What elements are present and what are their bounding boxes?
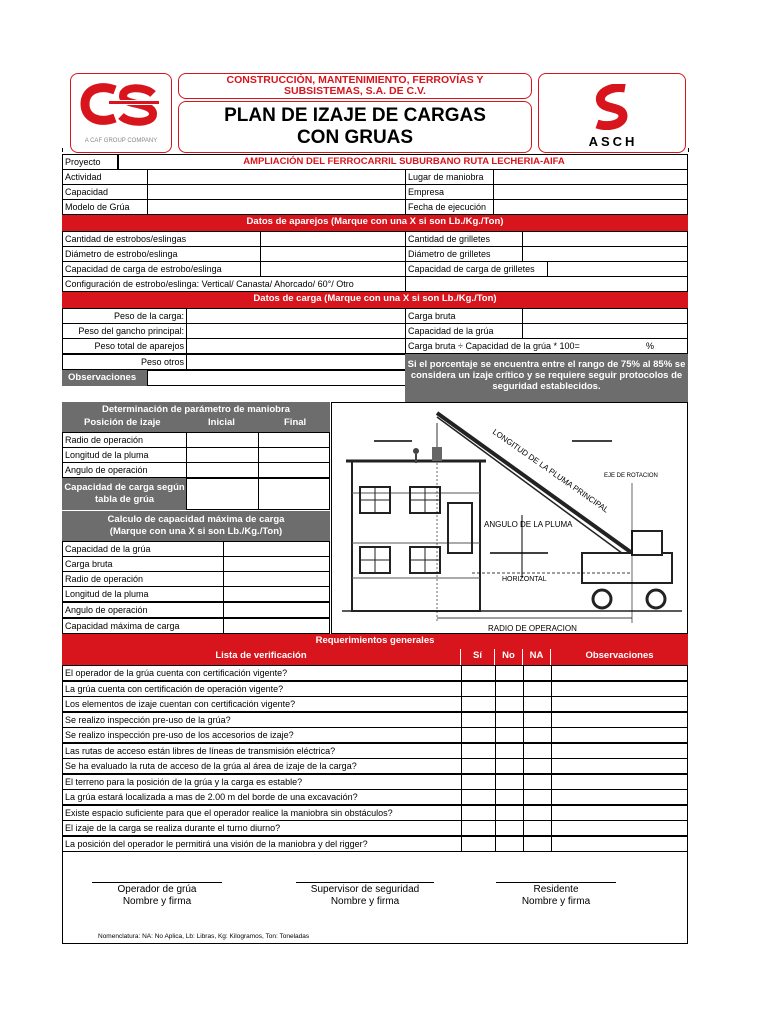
sig-operador-field[interactable] xyxy=(92,858,222,882)
checklist-si-box[interactable] xyxy=(461,774,496,790)
col-no-header: No xyxy=(495,649,523,665)
calculo-title-line1: Calculo de capacidad máxima de carga xyxy=(107,514,285,525)
sig-supervisor-field[interactable] xyxy=(296,858,434,882)
peso-aparejos-label: Peso total de aparejos xyxy=(62,338,187,354)
left-logo-box xyxy=(70,73,172,153)
left-logo-caption: A CAF GROUP COMPANY xyxy=(84,138,158,144)
checklist-obs-field[interactable] xyxy=(551,727,688,743)
sig-operador-title: Operador de grúa xyxy=(117,884,197,895)
checklist-item-label: Las rutas de acceso están libres de líneas de transmisión eléctrica? xyxy=(62,743,462,759)
capacidad-grua-field[interactable] xyxy=(522,323,688,339)
calc-row-label: Carga bruta xyxy=(62,556,224,572)
cap-tabla-line2: tabla de grúa xyxy=(94,494,155,505)
cap-tabla-final-field[interactable] xyxy=(258,478,330,510)
aparejos-bar: Datos de aparejos (Marque con una X si son Lb./Kg./Ton) xyxy=(62,215,688,231)
cap-estrobo-label: Capacidad de carga de estrobo/eslinga xyxy=(62,261,261,277)
note-line1: Si el porcentaje se encuentra entre el rango de 75% al 85% se xyxy=(407,359,686,370)
checklist-obs-field[interactable] xyxy=(551,758,688,774)
checklist-item-label: Existe espacio suficiente para que el operador realice la maniobra sin obstáculos? xyxy=(62,805,462,821)
title-line1: PLAN DE IZAJE DE CARGAS xyxy=(224,105,486,126)
param-final-field[interactable] xyxy=(258,432,330,448)
calculo-title-line2: (Marque con una X si son Lb./Kg./Ton) xyxy=(109,526,283,537)
cap-tabla-inicial-field[interactable] xyxy=(186,478,259,510)
checklist-si-box[interactable] xyxy=(461,665,496,681)
checklist-no-box[interactable] xyxy=(495,805,524,821)
actividad-label: Actividad xyxy=(62,169,148,185)
observaciones-label: Observaciones xyxy=(62,370,148,386)
crane-diagram-icon xyxy=(332,403,688,634)
diam-grilletes-label: Diámetro de grilletes xyxy=(405,246,523,262)
calc-row-field[interactable] xyxy=(223,541,330,557)
cap-estrobo-field[interactable] xyxy=(260,261,406,277)
capacidad-label: Capacidad xyxy=(62,184,148,200)
diam-grilletes-field[interactable] xyxy=(522,246,688,262)
actividad-field[interactable] xyxy=(147,169,406,185)
modelo-label: Modelo de Grúa xyxy=(62,199,148,215)
checklist-item-label: La posición del operador le permitirá una visión de la maniobra y del rigger? xyxy=(62,836,462,852)
checklist-si-box[interactable] xyxy=(461,758,496,774)
checklist-no-box[interactable] xyxy=(495,727,524,743)
checklist-na-box[interactable] xyxy=(523,665,552,681)
calc-row-field[interactable] xyxy=(223,618,330,634)
checklist-obs-field[interactable] xyxy=(551,743,688,759)
checklist-si-box[interactable] xyxy=(461,712,496,728)
axis-label: EJE DE ROTACION xyxy=(604,473,658,479)
calc-row-field[interactable] xyxy=(223,586,330,602)
checklist-na-box[interactable] xyxy=(523,805,552,821)
carga-bar: Datos de carga (Marque con una X si son Lb./Kg./Ton) xyxy=(62,292,688,308)
title-box xyxy=(178,101,532,153)
peso-otros-label: Peso otros xyxy=(62,354,187,370)
sig-residente-sub: Nombre y firma xyxy=(521,896,591,907)
lugar-label: Lugar de maniobra xyxy=(405,169,494,185)
capacidad-grua-label: Capacidad de la grúa xyxy=(405,323,523,339)
fecha-field[interactable] xyxy=(493,199,688,215)
calculo-header xyxy=(62,511,330,541)
calc-row-label: Angulo de operación xyxy=(62,602,224,618)
checklist-obs-field[interactable] xyxy=(551,774,688,790)
checklist-na-box[interactable] xyxy=(523,743,552,759)
checklist-obs-field[interactable] xyxy=(551,681,688,697)
param-final-field[interactable] xyxy=(258,447,330,463)
parametros-header xyxy=(62,402,330,432)
checklist-na-box[interactable] xyxy=(523,712,552,728)
peso-aparejos-field[interactable] xyxy=(186,338,406,354)
sig-operador-sub: Nombre y firma xyxy=(122,896,192,907)
checklist-item-label: Se realizo inspección pre-uso de la grúa? xyxy=(62,712,462,728)
param-inicial-field[interactable] xyxy=(186,462,259,478)
calc-row-field[interactable] xyxy=(223,602,330,618)
col-si-header: Sí xyxy=(461,649,495,665)
formula-text: Carga bruta ÷ Capacidad de la grúa * 100= xyxy=(408,341,580,351)
sig-residente-title: Residente xyxy=(533,884,579,895)
checklist-si-box[interactable] xyxy=(461,820,496,836)
nomenclatura: Nomenclatura: NA: No Aplica, Lb: Libras, Kg: Kilogramos, Ton: Toneladas xyxy=(98,933,310,940)
cant-grilletes-label: Cantidad de grilletes xyxy=(405,231,523,247)
checklist-obs-field[interactable] xyxy=(551,805,688,821)
cs-logo-icon xyxy=(71,78,171,140)
checklist-no-box[interactable] xyxy=(495,743,524,759)
checklist-na-box[interactable] xyxy=(523,727,552,743)
right-logo-text: ASCH xyxy=(588,134,638,149)
formula-label xyxy=(405,338,688,354)
checklist-item-label: Se ha evaluado la ruta de acceso de la grúa al área de izaje de la carga? xyxy=(62,758,462,774)
checklist-na-box[interactable] xyxy=(523,820,552,836)
cant-estrobos-field[interactable] xyxy=(260,231,406,247)
carga-bruta-label: Carga bruta xyxy=(405,308,523,324)
sig-supervisor-sub: Nombre y firma xyxy=(330,896,400,907)
peso-otros-field[interactable] xyxy=(186,354,406,370)
company-line1: CONSTRUCCIÓN, MANTENIMIENTO, FERROVÍAS Y xyxy=(226,74,484,86)
checklist-si-box[interactable] xyxy=(461,696,496,712)
checklist-si-box[interactable] xyxy=(461,681,496,697)
checklist-item-label: Los elementos de izaje cuentan con certificación vigente? xyxy=(62,696,462,712)
calc-row-field[interactable] xyxy=(223,556,330,572)
asch-logo-icon xyxy=(583,84,643,130)
checklist-item-label: Se realizo inspección pre-uso de los accesorios de izaje? xyxy=(62,727,462,743)
checklist-no-box[interactable] xyxy=(495,774,524,790)
checklist-no-box[interactable] xyxy=(495,820,524,836)
checklist-si-box[interactable] xyxy=(461,805,496,821)
note-line3: seguridad establecidos. xyxy=(492,381,601,392)
checklist-na-box[interactable] xyxy=(523,758,552,774)
cap-tabla-line1: Capacidad de carga según xyxy=(64,482,185,493)
checklist-si-box[interactable] xyxy=(461,789,496,805)
title-line2: CON GRUAS xyxy=(296,127,414,148)
col-final: Final xyxy=(284,417,307,428)
observaciones-field[interactable] xyxy=(147,370,406,386)
col-inicial: Inicial xyxy=(208,417,235,428)
checklist-no-box[interactable] xyxy=(495,789,524,805)
calc-row-label: Longitud de la pluma xyxy=(62,586,224,602)
requerimientos-bar: Requerimientos generales xyxy=(62,634,688,649)
sig-residente-field[interactable] xyxy=(496,858,616,882)
cap-tabla-label xyxy=(62,478,187,510)
peso-carga-label: Peso de la carga: xyxy=(62,308,187,324)
boom-label: LONGITUD DE LA PLUMA PRINCIPAL xyxy=(490,427,611,515)
empresa-label: Empresa xyxy=(405,184,494,200)
proyecto-label: Proyecto xyxy=(62,154,118,170)
sig-supervisor-title: Supervisor de seguridad xyxy=(310,884,420,895)
checklist-no-box[interactable] xyxy=(495,696,524,712)
lugar-field[interactable] xyxy=(493,169,688,185)
cap-grilletes-field[interactable] xyxy=(547,261,688,277)
config-field[interactable] xyxy=(405,276,688,292)
checklist-no-box[interactable] xyxy=(495,665,524,681)
checklist-item-label: El izaje de la carga se realiza durante el turno diurno? xyxy=(62,820,462,836)
cant-estrobos-label: Cantidad de estrobos/eslingas xyxy=(62,231,261,247)
percent-sign: % xyxy=(646,341,655,351)
param-row-label: Radio de operación xyxy=(62,432,187,448)
calc-row-field[interactable] xyxy=(223,571,330,587)
col-lista-header: Lista de verificación xyxy=(62,649,461,665)
checklist-no-box[interactable] xyxy=(495,681,524,697)
right-logo-box xyxy=(538,73,686,153)
crane-diagram xyxy=(331,402,688,634)
calc-row-label: Capacidad de la grúa xyxy=(62,541,224,557)
checklist-na-box[interactable] xyxy=(523,696,552,712)
checklist-si-box[interactable] xyxy=(461,727,496,743)
calc-row-label: Radio de operación xyxy=(62,571,224,587)
proyecto-value[interactable]: AMPLIACIÓN DEL FERROCARRIL SUBURBANO RUTA LECHERIA-AIFA xyxy=(118,154,688,170)
checklist-si-box[interactable] xyxy=(461,743,496,759)
critical-note xyxy=(405,354,688,402)
radio-label: RADIO DE OPERACION xyxy=(488,624,577,633)
col-na-header: NA xyxy=(523,649,551,665)
checklist-item-label: La grúa cuenta con certificación de operación vigente? xyxy=(62,681,462,697)
checklist-item-label: El terreno para la posición de la grúa y la carga es estable? xyxy=(62,774,462,790)
param-inicial-field[interactable] xyxy=(186,432,259,448)
checklist-obs-field[interactable] xyxy=(551,789,688,805)
checklist-na-box[interactable] xyxy=(523,789,552,805)
diam-estrobo-field[interactable] xyxy=(260,246,406,262)
diam-estrobo-label: Diámetro de estrobo/eslinga xyxy=(62,246,261,262)
carga-bruta-field[interactable] xyxy=(522,308,688,324)
note-line2: considera un izaje crítico y se requiere seguir protocolos de xyxy=(410,370,683,381)
checklist-item-label: El operador de la grúa cuenta con certificación vigente? xyxy=(62,665,462,681)
param-row-label: Angulo de operación xyxy=(62,462,187,478)
angle-label: ANGULO DE LA PLUMA xyxy=(484,520,573,529)
horizontal-label: HORIZONTAL xyxy=(502,576,547,583)
col-obs-header: Observaciones xyxy=(551,649,688,665)
param-final-field[interactable] xyxy=(258,462,330,478)
peso-gancho-label: Peso del gancho principal: xyxy=(62,323,187,339)
company-line2: SUBSISTEMAS, S.A. DE C.V. xyxy=(284,85,426,97)
modelo-field[interactable] xyxy=(147,199,406,215)
param-inicial-field[interactable] xyxy=(186,447,259,463)
empresa-field[interactable] xyxy=(493,184,688,200)
checklist-na-box[interactable] xyxy=(523,774,552,790)
param-row-label: Longitud de la pluma xyxy=(62,447,187,463)
peso-carga-field[interactable] xyxy=(186,308,406,324)
checklist-obs-field[interactable] xyxy=(551,712,688,728)
checklist-no-box[interactable] xyxy=(495,712,524,728)
cap-grilletes-label: Capacidad de carga de grilletes xyxy=(405,261,548,277)
config-label: Configuración de estrobo/eslinga: Vertical/ Canasta/ Ahorcado/ 60°/ Otro xyxy=(62,276,406,292)
parametros-title: Determinación de parámetro de maniobra xyxy=(102,404,290,415)
checklist-no-box[interactable] xyxy=(495,758,524,774)
company-name-box xyxy=(178,73,532,99)
calc-row-label: Capacidad máxima de carga xyxy=(62,618,224,634)
fecha-label: Fecha de ejecución xyxy=(405,199,494,215)
checklist-obs-field[interactable] xyxy=(551,696,688,712)
checklist-na-box[interactable] xyxy=(523,681,552,697)
checklist-item-label: La grúa estará localizada a mas de 2.00 m del borde de una excavación? xyxy=(62,789,462,805)
checklist-obs-field[interactable] xyxy=(551,665,688,681)
cant-grilletes-field[interactable] xyxy=(522,231,688,247)
col-posicion: Posición de izaje xyxy=(84,417,161,428)
checklist-obs-field[interactable] xyxy=(551,820,688,836)
capacidad-field[interactable] xyxy=(147,184,406,200)
peso-gancho-field[interactable] xyxy=(186,323,406,339)
